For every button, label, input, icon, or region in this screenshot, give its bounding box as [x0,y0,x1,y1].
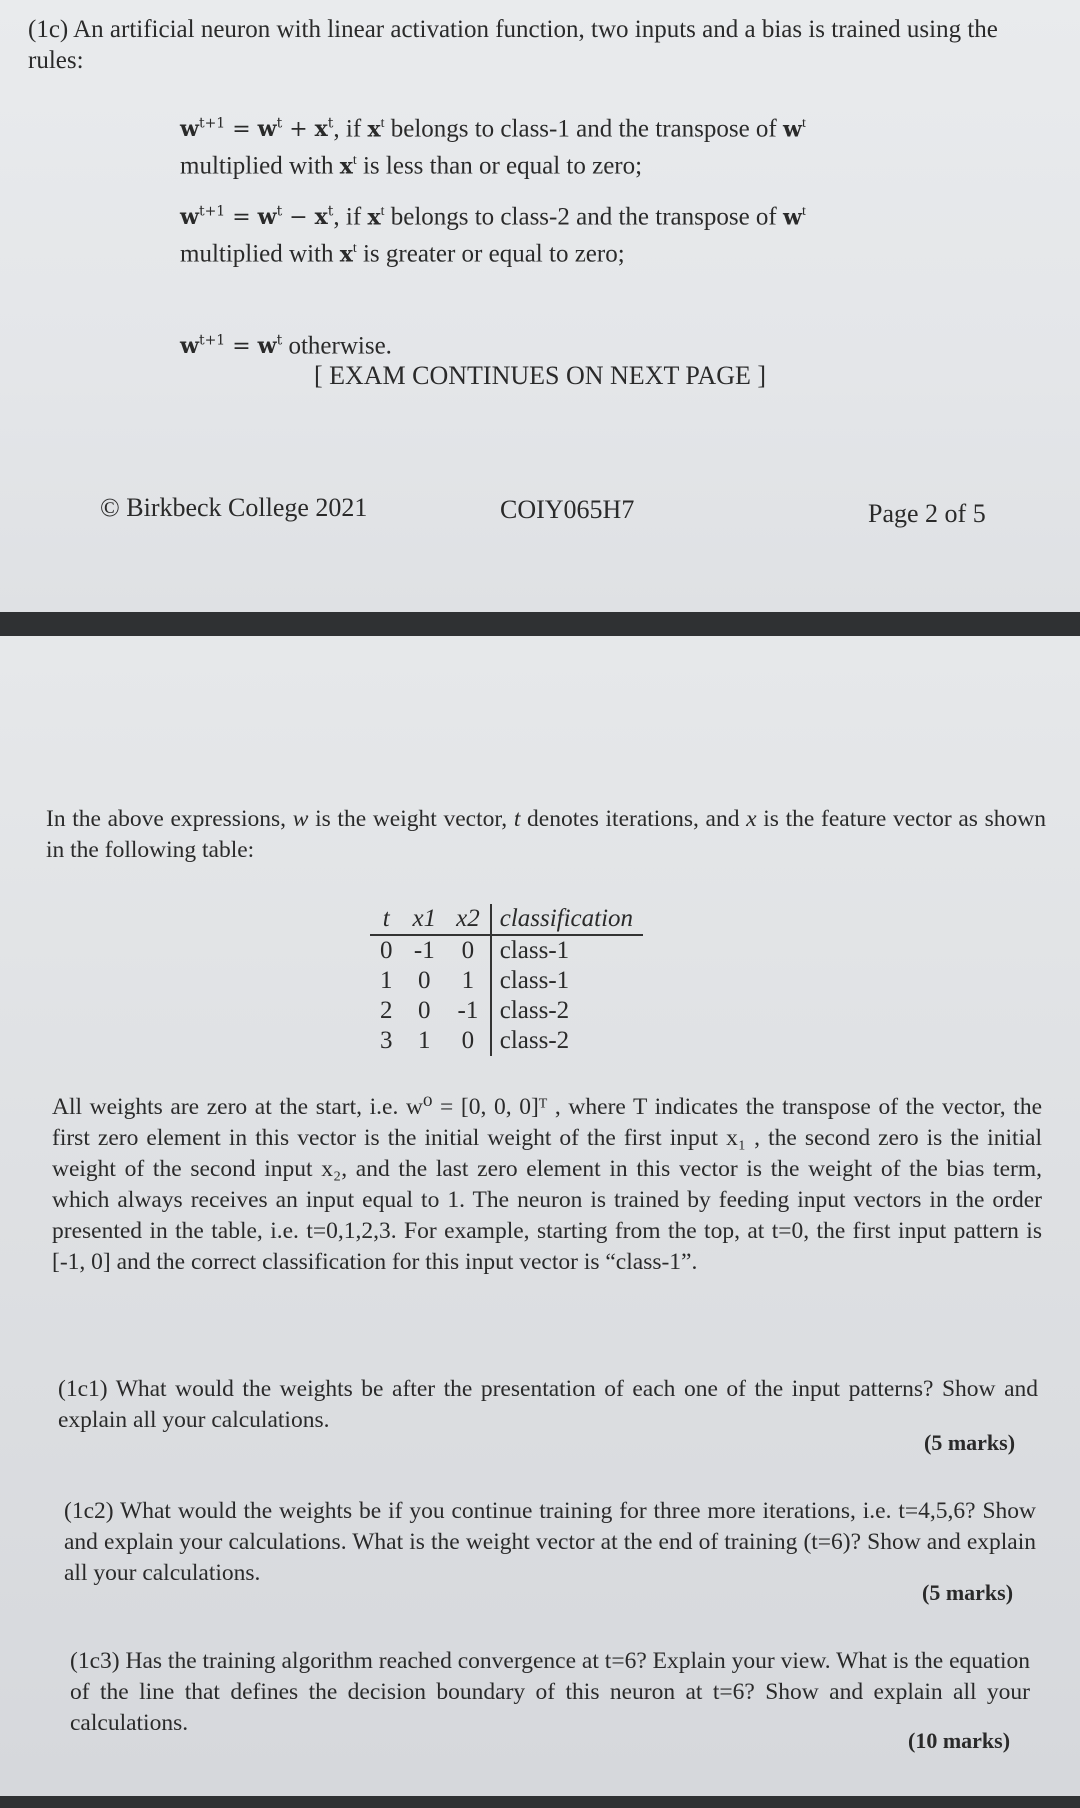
initial-weights-paragraph: All weights are zero at the start, i.e. w⁰ = [0, 0, 0]ᵀ , where T indicates the transpose of the vector, the first zero element in this vector is the initial weight of the first input x₁ , the second zero is the initial weight of the second input x₂, and the last zero element in this vector is the weight of the bias term, which always receives an input equal to 1. The neuron is trained by feeding input vectors in the order presented in the table, i.e. t=0,1,2,3. For example, starting from the top, at t=0, the first input pattern is [-1, 0] and the correct classification for this input vector is “class-1”. [52,1094,1042,1275]
cell-x2: 0 [461,937,475,964]
rule-2: $w^{t+1} = w^t - x^t$, if $x^t$ belongs to class-2 and the transpose of $w^t$ multiplied with $x^t$ is greater or equal to zero; [180,203,806,268]
table-row [370,996,643,1026]
cell-x1: 0 [418,967,431,994]
header-t: t [370,904,403,935]
cell-class: class-1 [491,966,643,996]
footer-course-code: COIY065H7 [500,495,635,524]
cell-t: 2 [380,997,393,1024]
question-1c1: (1c1) What would the weights be after the presentation of each one of the input patterns? Show and explain all your calculations. [58,1376,1038,1433]
header-x2: x2 [446,904,491,935]
rule-1: $w^{t+1} = w^t + x^t$, if $x^t$ belongs to class-1 and the transpose of $w^t$ multiplied with $x^t$ is less than or equal to zero; [180,115,806,180]
exam-page-3 [0,636,1080,1796]
table-row [370,1026,643,1056]
cell-x1: 1 [418,1027,431,1054]
question-1c2: (1c2) What would the weights be if you continue training for three more iterations, i.e. t=4,5,6? Show and explain your calculations. What is the weight vector at the end of training (t=6)? Show and explain all your calculations. [64,1498,1036,1586]
question-1c3-marks: (10 marks) [908,1728,1011,1753]
table-row [370,935,643,966]
cell-class: class-2 [491,1026,643,1056]
cell-t: 3 [380,1027,393,1054]
footer-copyright: © Birkbeck College 2021 [100,493,368,522]
exam-page-2 [0,0,1080,612]
header-x1: x1 [403,904,447,935]
footer-page-number: Page 2 of 5 [868,499,986,528]
question-1c1-marks: (5 marks) [924,1430,1016,1455]
cell-x2: 1 [461,967,475,994]
cell-t: 1 [380,967,393,994]
rule-3: $w^{t+1} = w^t$ otherwise. [180,332,392,360]
header-classification: classification [491,904,643,935]
cell-x1: -1 [413,937,435,964]
question-1c3: (1c3) Has the training algorithm reached convergence at t=6? Explain your view. What is the equation of the line that defines the decision boundary of this neuron at t=6? Show and explain all your calculations. [70,1648,1030,1736]
cell-x1: 0 [418,997,431,1024]
cell-x2: 0 [461,1027,475,1054]
continues-note: [ EXAM CONTINUES ON NEXT PAGE ] [313,361,767,390]
table-header-row [370,904,643,935]
cell-t: 0 [380,937,393,964]
cell-class: class-2 [491,996,643,1026]
question-1c2-marks: (5 marks) [922,1580,1014,1605]
cell-class: class-1 [491,935,643,966]
expressions-explanation: In the above expressions, w is the weight vector, t denotes iterations, and x is the feature vector as shown in the following table: [46,806,1046,863]
feature-table [370,904,643,1056]
cell-x2: -1 [457,997,479,1024]
feature-table-wrap [370,904,643,1056]
table-row [370,966,643,996]
question-intro: (1c) An artificial neuron with linear activation function, two inputs and a bias is trained using the rules: [28,16,998,74]
